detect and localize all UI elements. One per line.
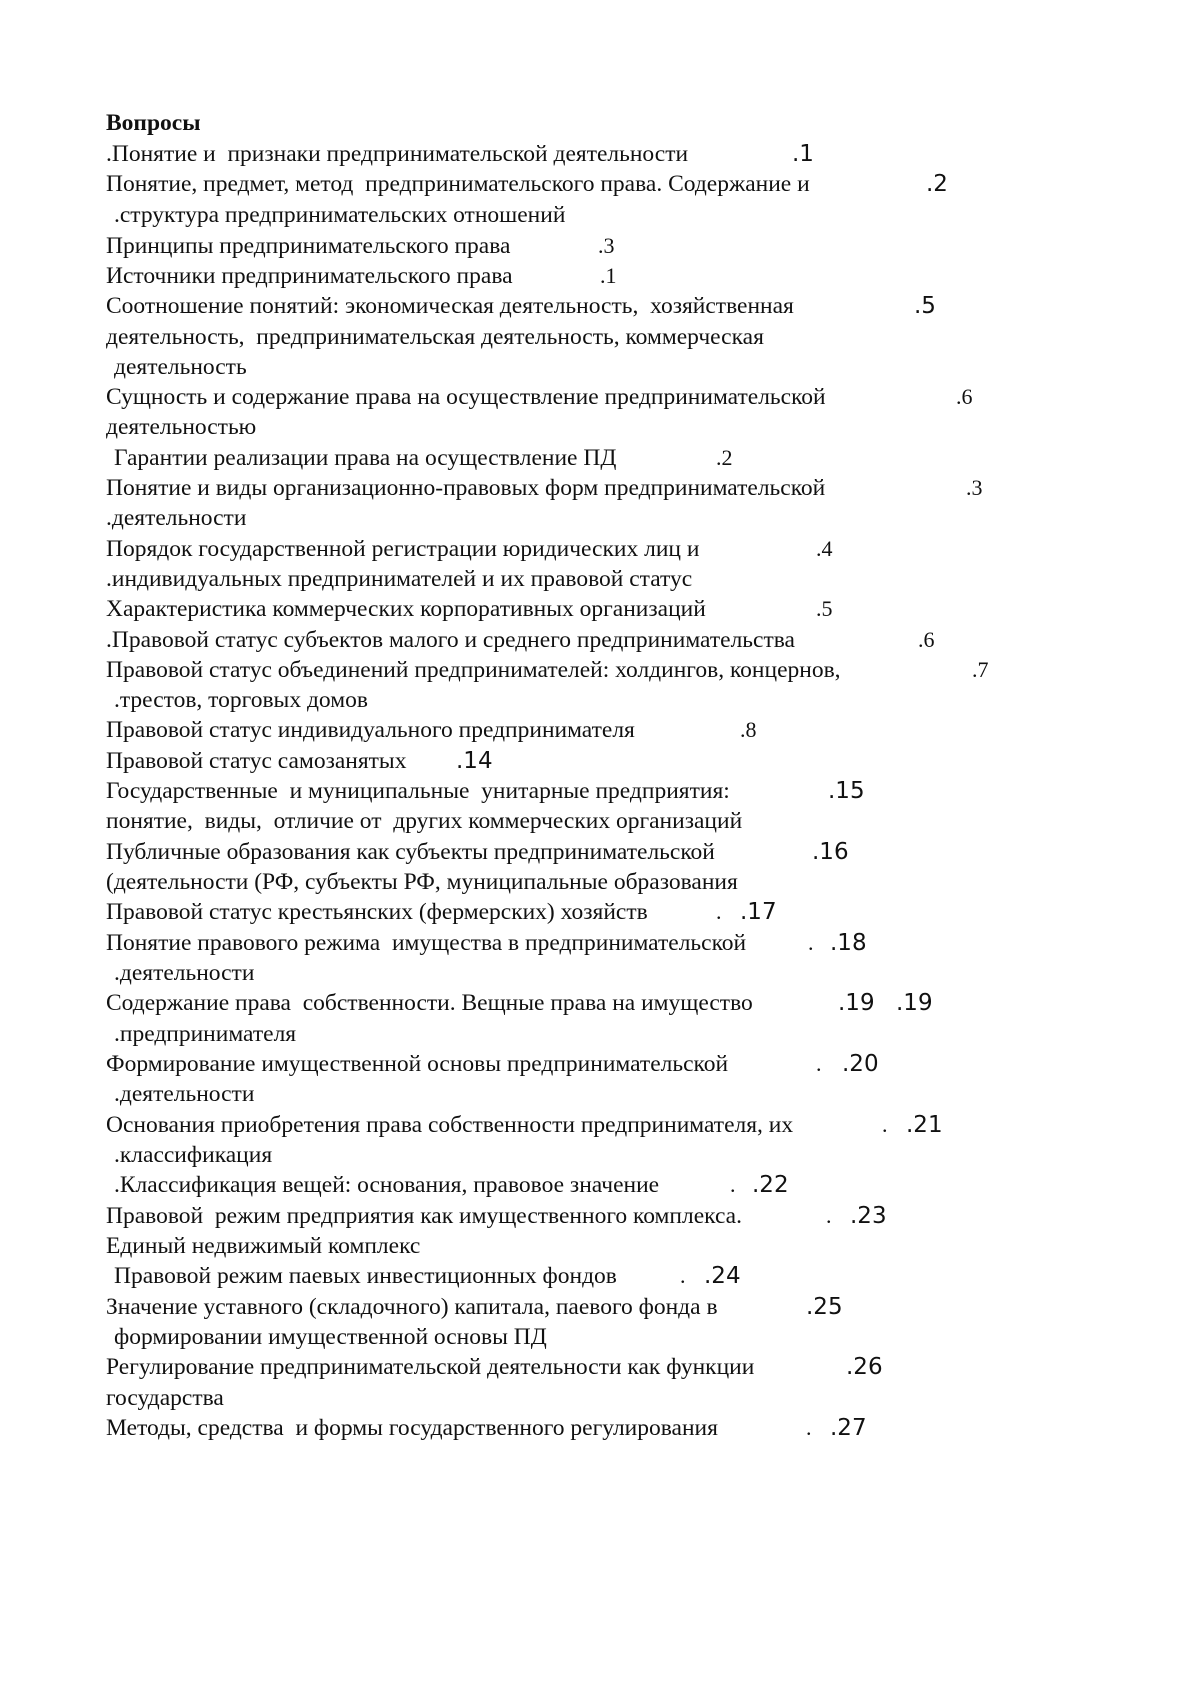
- question-number: .5: [816, 596, 833, 621]
- question-line: формировании имущественной основы ПД: [114, 1324, 547, 1350]
- question-number: .3: [966, 475, 983, 500]
- document-title: Вопросы: [106, 110, 201, 136]
- question-line: Правовой режим паевых инвестиционных фондов: [114, 1263, 617, 1289]
- question-number: .24: [704, 1263, 741, 1289]
- question-number: .17: [740, 899, 777, 925]
- question-number: .1: [792, 141, 814, 167]
- question-line: деятельность, предпринимательская деятельность, коммерческая: [106, 324, 764, 350]
- question-line: Значение уставного (складочного) капитала, паевого фонда в: [106, 1294, 718, 1320]
- question-line: .деятельности: [114, 960, 255, 986]
- question-line: Публичные образования как субъекты предпринимательской: [106, 839, 715, 865]
- separator-dot: .: [826, 1203, 832, 1228]
- question-number: .21: [906, 1112, 943, 1138]
- question-number: .26: [846, 1354, 883, 1380]
- question-number: .25: [806, 1294, 843, 1320]
- question-line: Источники предпринимательского права: [106, 263, 513, 289]
- question-line: Государственные и муниципальные унитарные предприятия:: [106, 778, 730, 804]
- question-line: деятельностью: [106, 414, 257, 440]
- separator-dot: .: [680, 1263, 686, 1288]
- question-number: .14: [456, 748, 493, 774]
- question-line: Формирование имущественной основы предпринимательской: [106, 1051, 729, 1077]
- question-number: .6: [956, 384, 973, 409]
- question-line: .структура предпринимательских отношений: [114, 202, 566, 228]
- question-line: .классификация: [114, 1142, 273, 1168]
- question-number: .4: [816, 536, 833, 561]
- question-number: .8: [740, 717, 757, 742]
- question-line: .трестов, торговых домов: [114, 687, 368, 713]
- question-line: .предпринимателя: [114, 1021, 297, 1047]
- question-line: Содержание права собственности. Вещные права на имущество: [106, 990, 753, 1016]
- question-line: (деятельности (РФ, субъекты РФ, муниципальные образования: [106, 869, 738, 895]
- question-line: Единый недвижимый комплекс: [106, 1233, 421, 1259]
- question-line: государства: [106, 1385, 224, 1411]
- question-line: Правовой статус крестьянских (фермерских) хозяйств: [106, 899, 648, 925]
- question-line: .деятельности: [114, 1081, 255, 1107]
- separator-dot: .: [806, 1415, 812, 1440]
- question-number: .20: [842, 1051, 879, 1077]
- question-line: Соотношение понятий: экономическая деятельность, хозяйственная: [106, 293, 794, 319]
- question-line: Порядок государственной регистрации юридических лиц и: [106, 536, 700, 562]
- question-line: .деятельности: [106, 505, 247, 531]
- question-line: Характеристика коммерческих корпоративных организаций: [106, 596, 706, 622]
- question-line: Основания приобретения права собственности предпринимателя, их: [106, 1112, 794, 1138]
- question-line: Гарантии реализации права на осуществление ПД: [114, 445, 617, 471]
- question-line: Правовой статус индивидуального предпринимателя: [106, 717, 635, 743]
- question-line: Понятие правового режима имущества в предпринимательской: [106, 930, 747, 956]
- question-number: .2: [926, 171, 948, 197]
- question-line: .Понятие и признаки предпринимательской деятельности: [106, 141, 689, 167]
- separator-dot: .: [808, 930, 814, 955]
- question-number: .6: [918, 627, 935, 652]
- question-number: .19: [896, 990, 933, 1016]
- separator-dot: .: [882, 1112, 888, 1137]
- question-line: понятие, виды, отличие от других коммерческих организаций: [106, 808, 743, 834]
- separator-dot: .: [716, 899, 722, 924]
- question-line: Принципы предпринимательского права: [106, 233, 511, 259]
- question-line: деятельность: [114, 354, 247, 380]
- question-line: Методы, средства и формы государственного регулирования: [106, 1415, 718, 1441]
- question-line: Правовой режим предприятия как имущественного комплекса.: [106, 1203, 742, 1229]
- question-number: .18: [830, 930, 867, 956]
- question-line: Сущность и содержание права на осуществление предпринимательской: [106, 384, 826, 410]
- question-number: .5: [914, 293, 936, 319]
- question-number: .19: [838, 990, 875, 1016]
- question-number: .15: [828, 778, 865, 804]
- question-line: Понятие, предмет, метод предпринимательского права. Содержание и: [106, 171, 810, 197]
- question-number: .23: [850, 1203, 887, 1229]
- question-number: .2: [716, 445, 733, 470]
- question-number: .1: [600, 263, 617, 288]
- question-line: Правовой статус самозанятых: [106, 748, 407, 774]
- question-number: .16: [812, 839, 849, 865]
- question-line: Понятие и виды организационно-правовых форм предпринимательской: [106, 475, 826, 501]
- question-line: .индивидуальных предпринимателей и их правовой статус: [106, 566, 693, 592]
- separator-dot: .: [816, 1051, 822, 1076]
- question-number: .22: [752, 1172, 789, 1198]
- question-line: .Правовой статус субъектов малого и среднего предпринимательства: [106, 627, 795, 653]
- question-line: Правовой статус объединений предпринимателей: холдингов, концернов,: [106, 657, 841, 683]
- question-number: .7: [972, 657, 989, 682]
- separator-dot: .: [730, 1172, 736, 1197]
- question-line: .Классификация вещей: основания, правовое значение: [114, 1172, 660, 1198]
- question-number: .3: [598, 233, 615, 258]
- question-line: Регулирование предпринимательской деятельности как функции: [106, 1354, 755, 1380]
- question-number: .27: [830, 1415, 867, 1441]
